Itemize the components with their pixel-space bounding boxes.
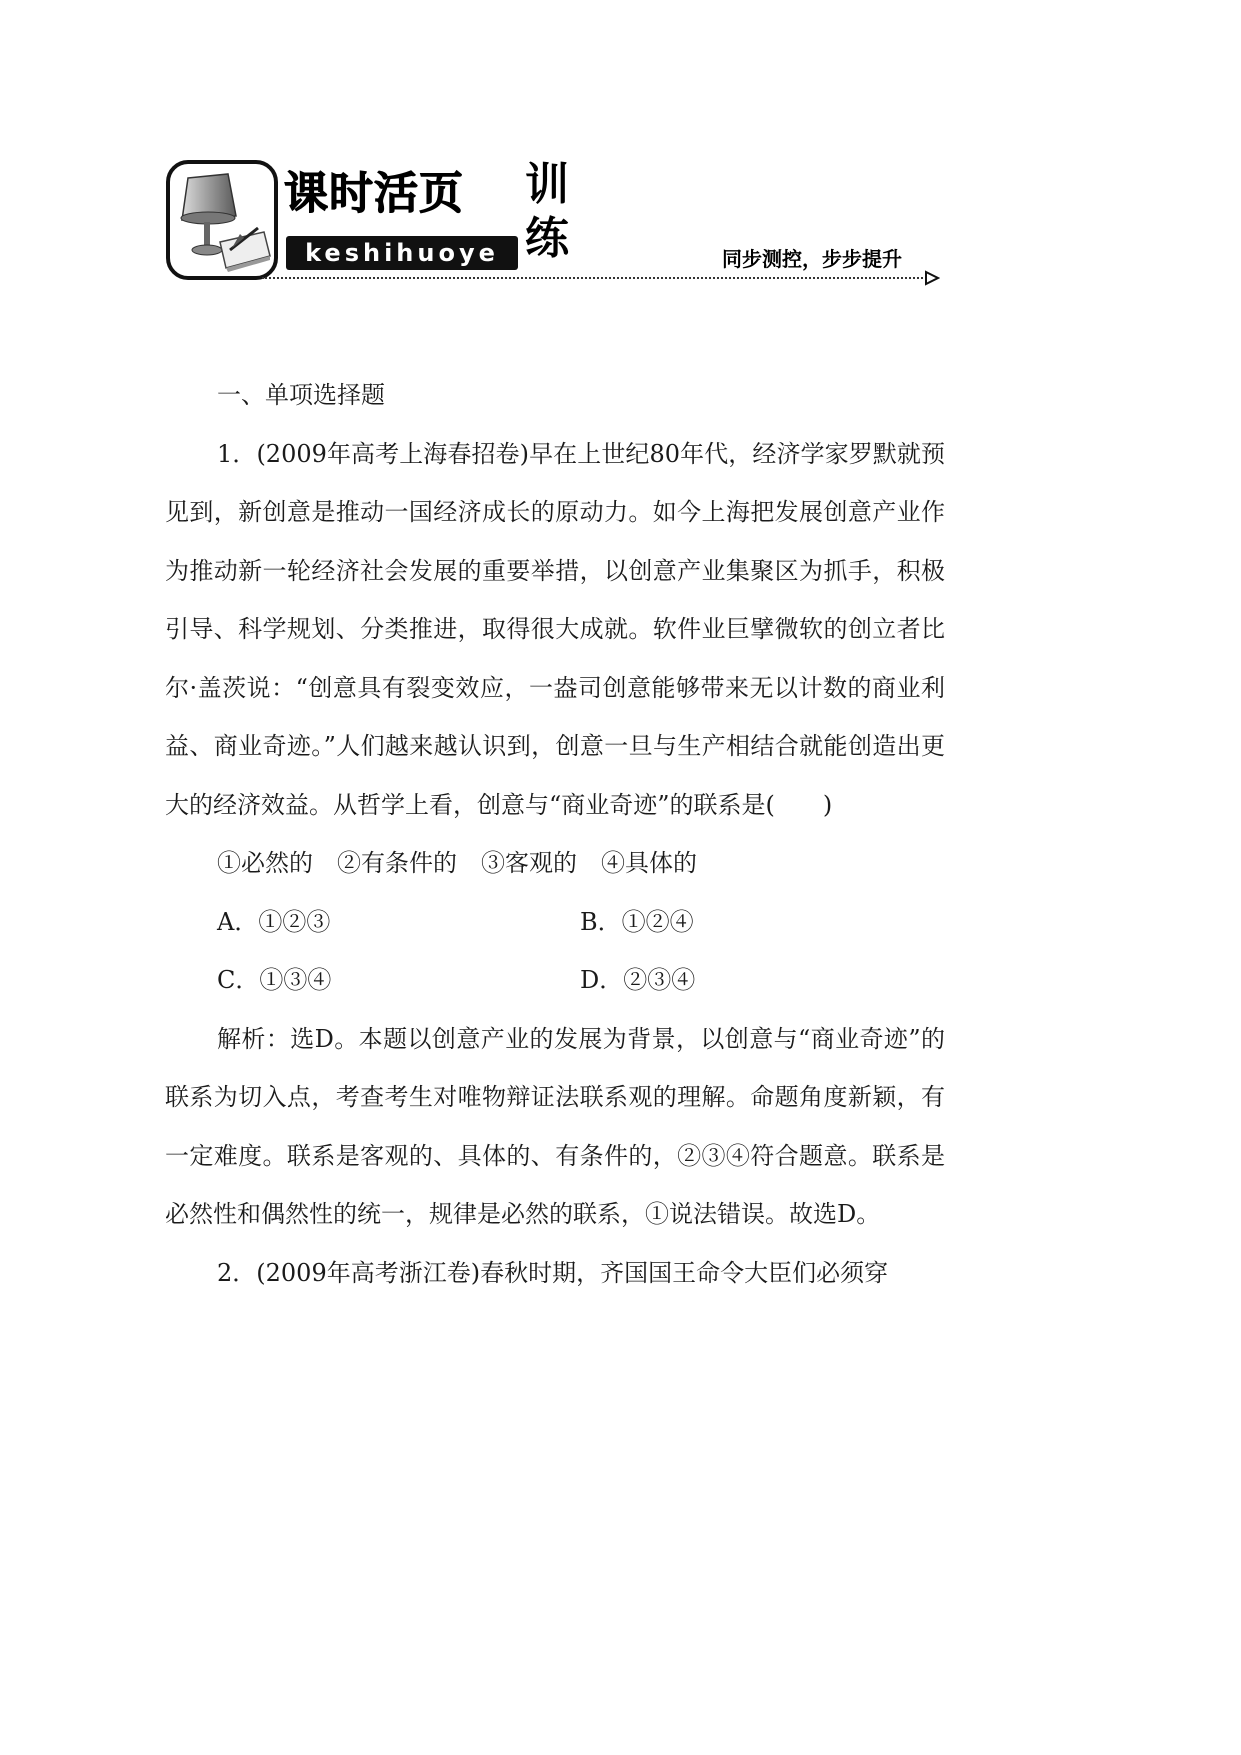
choice-c: C．①③④ <box>217 966 332 994</box>
title-side <box>520 158 574 266</box>
lamp-logo <box>166 160 278 280</box>
page-title: 课时活页 <box>284 168 464 219</box>
question-1-choices <box>165 893 945 1010</box>
question-1-statements: ①必然的 ②有条件的 ③客观的 ④具体的 <box>217 849 697 877</box>
choice-a: A．①②③ <box>217 907 331 936</box>
page-header <box>0 0 1102 300</box>
title-pinyin-bar: keshihuoye <box>286 236 518 270</box>
title-side-char-2: 练 <box>525 213 569 264</box>
title-side-char-1: 训 <box>525 159 569 210</box>
arrow-right-icon <box>924 270 940 286</box>
section-heading: 一、单项选择题 <box>217 381 385 409</box>
question-1-stem: 1．(2009年高考上海春招卷)早在上世纪80年代，经济学家罗默就预见到，新创意是推动一国经济成长的原动力。如今上海把发展创意产业作为推动新一轮经济社会发展的重要举措，以创意产业集聚区为抓手，积极引导、科学规划、分类推进，取得很大成就。软件业巨擘微软的创立者比尔·盖茨说：“创意具有裂变效应，一盎司创意能够带来无以计数的商业利益、商业奇迹。”人们越来越认识到，创意一旦与生产相结合就能创造出更大的经济效益。从哲学上看，创意与“商业奇迹”的联系是( ) <box>165 439 945 819</box>
document-body <box>165 366 945 1302</box>
dotted-divider <box>262 277 930 279</box>
choice-b: B．①②④ <box>580 907 694 936</box>
lamp-book-icon <box>170 164 274 276</box>
question-1-analysis: 解析：选D。本题以创意产业的发展为背景，以创意与“商业奇迹”的联系为切入点，考查考生对唯物辩证法联系观的理解。命题角度新颖，有一定难度。联系是客观的、具体的、有条件的，②③④符合题意。联系是必然性和偶然性的统一，规律是必然的联系，①说法错误。故选D。 <box>165 1024 945 1228</box>
question-2-stem: 2．(2009年高考浙江卷)春秋时期，齐国国王命令大臣们必须穿 <box>217 1258 889 1287</box>
choice-d: D．②③④ <box>580 966 696 994</box>
tagline: 同步测控，步步提升 <box>722 247 902 271</box>
